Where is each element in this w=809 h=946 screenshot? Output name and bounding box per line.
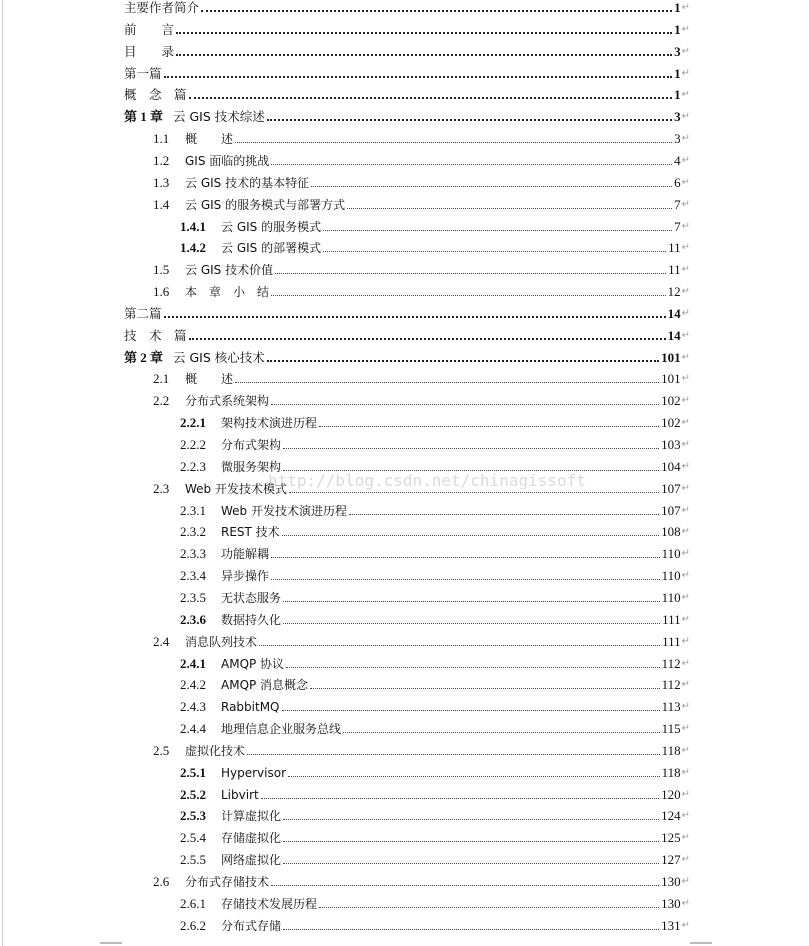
dot-leader xyxy=(319,426,659,427)
paragraph-mark-icon: ↵ xyxy=(681,832,690,844)
paragraph-mark-icon: ↵ xyxy=(681,766,690,778)
toc-entry[interactable] xyxy=(124,18,690,38)
toc-entry-page: 130 xyxy=(661,874,681,889)
paragraph-mark-icon: ↵ xyxy=(681,176,690,188)
toc-entry-title: 第一篇 xyxy=(124,65,162,81)
dot-leader xyxy=(283,601,660,602)
toc-entry-page: 118 xyxy=(661,742,681,758)
toc-entry-title: 云 GIS 技术的基本特征 xyxy=(185,175,310,190)
toc-entry[interactable] xyxy=(180,564,690,584)
toc-entry-title: RabbitMQ xyxy=(221,700,280,715)
dot-leader xyxy=(271,885,659,886)
toc-entry[interactable] xyxy=(180,826,690,846)
dot-leader xyxy=(261,798,659,799)
toc-entry-number: 2.2.2 xyxy=(180,437,206,452)
toc-entry-page: 1 xyxy=(674,21,681,37)
dot-leader xyxy=(319,907,659,908)
toc-entry[interactable] xyxy=(180,783,690,803)
toc-entry-number: 2.3.4 xyxy=(180,568,206,584)
paragraph-mark-icon: ↵ xyxy=(681,439,690,450)
toc-entry-number: 2.6.1 xyxy=(180,895,206,911)
toc-entry-title: 云 GIS 的服务模式 xyxy=(221,219,322,234)
paragraph-mark-icon: ↵ xyxy=(681,395,690,407)
toc-entry-number: 2.5 xyxy=(153,742,170,758)
toc-entry-number: 1.3 xyxy=(153,174,170,190)
toc-entry-title: 第二篇 xyxy=(124,305,162,321)
toc-entry[interactable] xyxy=(153,127,690,147)
toc-entry-number: 2.6 xyxy=(153,874,170,889)
toc-entry-number: 第 2 章 xyxy=(124,349,164,365)
toc-entry-page: 12 xyxy=(667,284,681,300)
dot-leader xyxy=(164,316,666,318)
toc-entry-number: 2.5.3 xyxy=(180,808,206,824)
dot-leader xyxy=(271,557,660,558)
toc-entry-page: 104 xyxy=(661,458,681,474)
paragraph-mark-icon: ↵ xyxy=(681,286,690,298)
toc-entry[interactable] xyxy=(180,215,690,235)
toc-entry-page: 115 xyxy=(661,721,681,737)
toc-entry-page: 110 xyxy=(661,546,681,562)
toc-entry[interactable] xyxy=(180,673,690,693)
toc-entry-title: 目 录 xyxy=(124,43,175,59)
dot-leader xyxy=(189,338,666,340)
toc-entry-title: 无状态服务 xyxy=(221,590,282,605)
toc-entry[interactable] xyxy=(180,848,690,868)
toc-entry-title: 网络虚拟化 xyxy=(221,853,282,868)
toc-entry-page: 112 xyxy=(661,655,681,671)
toc-entry-number: 2.2.1 xyxy=(180,415,206,431)
toc-entry-page: 7 xyxy=(674,196,681,212)
toc-entry-title: 概 念 篇 xyxy=(124,87,187,103)
toc-entry-title: 分布式存储 xyxy=(221,918,282,933)
dot-leader xyxy=(323,230,672,231)
toc-entry[interactable] xyxy=(124,0,690,16)
paragraph-mark-icon: ↵ xyxy=(681,373,690,385)
dot-leader xyxy=(235,382,659,383)
toc-entry-page: 14 xyxy=(667,327,681,343)
toc-entry-page: 108 xyxy=(661,524,681,540)
toc-entry-title: 云 GIS 的服务模式与部署方式 xyxy=(185,197,346,212)
toc-entry-page: 110 xyxy=(661,568,681,584)
dot-leader xyxy=(311,186,672,187)
toc-entry[interactable] xyxy=(180,608,690,628)
dot-leader xyxy=(347,208,672,209)
toc-entry[interactable] xyxy=(153,171,690,191)
paragraph-mark-icon: ↵ xyxy=(681,591,690,603)
toc-entry[interactable] xyxy=(124,324,690,344)
toc-entry-page: 120 xyxy=(661,786,681,802)
toc-entry-number: 2.4.2 xyxy=(180,677,206,693)
dot-leader xyxy=(349,514,659,515)
toc-entry-title: 异步操作 xyxy=(221,569,270,584)
toc-entry-title: 主要作者简介 xyxy=(124,0,200,15)
toc-entry-page: 1 xyxy=(674,0,681,15)
toc-entry-title: AMQP 消息概念 xyxy=(221,678,309,693)
toc-entry[interactable] xyxy=(180,411,690,431)
toc-entry-title: 概 述 xyxy=(185,372,234,387)
paragraph-mark-icon: ↵ xyxy=(681,89,690,101)
paragraph-mark-icon: ↵ xyxy=(681,526,690,538)
paragraph-mark-icon: ↵ xyxy=(681,723,690,735)
dot-leader xyxy=(283,863,659,864)
toc-entry-number: 2.4.1 xyxy=(180,655,206,671)
toc-entry[interactable] xyxy=(124,83,690,103)
toc-entry-page: 111 xyxy=(662,611,681,627)
toc-entry-page: 101 xyxy=(661,349,681,365)
toc-entry[interactable] xyxy=(153,149,690,169)
dot-leader xyxy=(283,929,659,930)
paragraph-mark-icon: ↵ xyxy=(681,570,690,582)
paragraph-mark-icon: ↵ xyxy=(681,810,690,822)
toc-entry[interactable] xyxy=(153,739,690,759)
toc-entry-page: 111 xyxy=(662,633,681,649)
dot-leader xyxy=(235,142,672,143)
dot-leader xyxy=(271,404,659,405)
toc-entry[interactable] xyxy=(180,586,690,606)
toc-entry[interactable] xyxy=(124,40,690,60)
dot-leader xyxy=(286,667,660,668)
paragraph-mark-icon: ↵ xyxy=(681,897,690,909)
dot-leader xyxy=(288,776,660,777)
toc-entry-page: 3 xyxy=(674,43,681,59)
toc-entry-number: 2.3.3 xyxy=(180,546,206,562)
toc-entry-title: AMQP 协议 xyxy=(221,656,285,671)
toc-entry-title: Web 开发技术模式 xyxy=(185,481,287,496)
toc-entry-number: 2.2 xyxy=(153,393,170,409)
dot-leader xyxy=(343,732,660,733)
toc-entry-number: 2.3.1 xyxy=(180,502,206,518)
toc-entry[interactable] xyxy=(153,870,690,890)
paragraph-mark-icon: ↵ xyxy=(681,482,690,494)
toc-entry-page: 107 xyxy=(661,480,681,496)
toc-entry-number: 1.5 xyxy=(153,262,170,278)
dot-leader xyxy=(283,623,660,624)
toc-entry[interactable] xyxy=(153,258,690,278)
toc-entry-number: 2.2.3 xyxy=(180,458,206,474)
toc-entry-title: GIS 面临的挑战 xyxy=(185,153,270,168)
toc-entry-page: 11 xyxy=(668,240,681,256)
paragraph-mark-icon: ↵ xyxy=(681,307,690,319)
toc-entry-page: 102 xyxy=(661,393,681,409)
paragraph-mark-icon: ↵ xyxy=(681,198,690,210)
toc-entry-title: 虚拟化技术 xyxy=(185,743,246,758)
toc-entry-page: 124 xyxy=(661,808,681,824)
toc-entry-title: 本 章 小 结 xyxy=(185,285,270,300)
paragraph-mark-icon: ↵ xyxy=(681,876,690,887)
dot-leader xyxy=(271,579,660,580)
dot-leader xyxy=(164,76,673,78)
toc-entry-number: 1.1 xyxy=(153,131,170,147)
toc-entry-title: Libvirt xyxy=(221,787,259,802)
paragraph-mark-icon: ↵ xyxy=(681,854,690,866)
toc-entry-page: 113 xyxy=(661,699,681,715)
toc-entry-page: 103 xyxy=(661,437,681,452)
toc-entry-title: 分布式架构 xyxy=(221,438,282,452)
toc-entry-page: 102 xyxy=(661,415,681,431)
toc-entry-title: 存储虚拟化 xyxy=(221,831,282,846)
toc-entry-page: 3 xyxy=(674,109,681,125)
paragraph-mark-icon: ↵ xyxy=(681,329,690,341)
page-left-edge xyxy=(2,0,3,946)
toc-entry[interactable] xyxy=(180,804,690,824)
toc-entry-number: 2.4.4 xyxy=(180,721,206,737)
toc-entry-number: 2.5.5 xyxy=(180,852,206,868)
toc-entry-title: 功能解耦 xyxy=(221,547,270,562)
dot-leader xyxy=(271,295,666,296)
paragraph-mark-icon: ↵ xyxy=(681,111,690,123)
toc-entry-number: 2.5.1 xyxy=(180,764,206,780)
toc-entry-title: 分布式系统架构 xyxy=(185,394,270,409)
toc-entry[interactable] xyxy=(180,520,690,540)
toc-entry-page: 11 xyxy=(668,262,681,278)
toc-entry[interactable] xyxy=(124,105,690,125)
toc-entry-title: 云 GIS 技术价值 xyxy=(185,263,274,278)
toc-entry-title: 技 术 篇 xyxy=(124,327,187,343)
toc-entry-page: 6 xyxy=(674,174,681,190)
paragraph-mark-icon: ↵ xyxy=(681,613,690,625)
toc-entry[interactable] xyxy=(180,717,690,737)
paragraph-mark-icon: ↵ xyxy=(681,635,690,647)
toc-entry-number: 1.2 xyxy=(153,152,170,168)
toc-entry-title: 计算虚拟化 xyxy=(221,809,282,824)
dot-leader xyxy=(267,119,672,121)
toc-entry-title: 架构技术演进历程 xyxy=(221,416,318,431)
paragraph-mark-icon: ↵ xyxy=(681,242,690,254)
toc-entry-number: 2.1 xyxy=(153,371,170,387)
toc-entry-number: 1.4.2 xyxy=(180,240,206,256)
paragraph-mark-icon: ↵ xyxy=(681,788,690,800)
toc-entry-title: 概 述 xyxy=(185,132,234,147)
paragraph-mark-icon: ↵ xyxy=(681,504,690,516)
paragraph-mark-icon: ↵ xyxy=(681,657,690,669)
toc-entry-page: 101 xyxy=(661,371,681,387)
watermark: http://blog.csdn.net/chinagissoft xyxy=(268,471,586,490)
dot-leader xyxy=(310,688,660,689)
toc-entry-page: 125 xyxy=(661,830,681,846)
toc-entry-page: 107 xyxy=(661,502,681,518)
paragraph-mark-icon: ↵ xyxy=(681,67,690,79)
toc-entry-page: 1 xyxy=(674,87,681,103)
toc-entry[interactable] xyxy=(180,695,690,715)
toc-entry[interactable] xyxy=(180,236,690,256)
toc-entry-title: 云 GIS 核心技术 xyxy=(173,349,265,365)
dot-leader xyxy=(289,492,659,493)
toc-entry[interactable] xyxy=(153,193,690,213)
paragraph-mark-icon: ↵ xyxy=(681,679,690,691)
toc-entry[interactable] xyxy=(180,499,690,519)
toc-entry-number: 2.5.2 xyxy=(180,786,206,802)
dot-leader xyxy=(323,251,666,252)
toc-entry[interactable] xyxy=(153,280,690,300)
toc-entry-page: 14 xyxy=(667,305,681,321)
dot-leader xyxy=(201,10,672,12)
page-corner-mark xyxy=(100,942,122,944)
toc-entry[interactable] xyxy=(153,389,690,409)
toc-entry[interactable] xyxy=(153,367,690,387)
dot-leader xyxy=(282,535,659,536)
toc-entry[interactable] xyxy=(180,892,690,912)
toc-entry-page: 131 xyxy=(661,917,681,933)
toc-entry[interactable] xyxy=(124,62,690,82)
paragraph-mark-icon: ↵ xyxy=(681,744,690,756)
dot-leader xyxy=(267,360,659,362)
paragraph-mark-icon: ↵ xyxy=(681,417,690,429)
toc-entry-page: 4 xyxy=(674,152,681,168)
toc-entry-number: 2.3.5 xyxy=(180,589,206,605)
toc-entry-number: 1.6 xyxy=(153,284,170,300)
toc-entry-number: 2.3.2 xyxy=(180,524,206,540)
toc-entry[interactable] xyxy=(180,542,690,562)
toc-entry-title: 消息队列技术 xyxy=(185,634,258,649)
toc-entry-page: 112 xyxy=(661,677,681,693)
toc-entry-page: 130 xyxy=(661,895,681,911)
paragraph-mark-icon: ↵ xyxy=(681,460,690,472)
dot-leader xyxy=(283,819,659,820)
toc-entry-title: REST 技术 xyxy=(221,525,280,540)
toc-entry[interactable] xyxy=(180,433,690,453)
toc-entry-page: 127 xyxy=(661,852,681,868)
paragraph-mark-icon: ↵ xyxy=(681,548,690,560)
toc-entry-title: 数据持久化 xyxy=(221,612,282,627)
toc-entry-number: 1.4.1 xyxy=(180,218,206,234)
paragraph-mark-icon: ↵ xyxy=(681,351,690,363)
toc-entry[interactable] xyxy=(153,630,690,650)
toc-entry-title: 云 GIS 的部署模式 xyxy=(221,241,322,256)
dot-leader xyxy=(275,273,666,274)
dot-leader xyxy=(247,754,660,755)
page-corner-mark xyxy=(690,942,712,944)
dot-leader xyxy=(271,164,672,165)
toc-entry-page: 3 xyxy=(674,131,681,147)
dot-leader xyxy=(189,97,673,99)
paragraph-mark-icon: ↵ xyxy=(681,45,690,57)
toc-entry[interactable] xyxy=(180,914,690,934)
paragraph-mark-icon: ↵ xyxy=(681,154,690,166)
dot-leader xyxy=(282,710,660,711)
toc-entry-page: 1 xyxy=(674,65,681,81)
toc-entry-number: 2.4.3 xyxy=(180,699,206,715)
paragraph-mark-icon: ↵ xyxy=(681,23,690,35)
dot-leader xyxy=(259,645,660,646)
toc-entry[interactable] xyxy=(124,346,690,366)
toc-entry-title: 云 GIS 技术综述 xyxy=(173,109,265,125)
paragraph-mark-icon: ↵ xyxy=(681,220,690,232)
toc-entry-number: 1.4 xyxy=(153,196,170,212)
paragraph-mark-icon: ↵ xyxy=(681,2,690,13)
toc-entry-title: 地理信息企业服务总线 xyxy=(221,722,342,737)
toc-entry-number: 2.6.2 xyxy=(180,917,206,933)
toc-entry-page: 110 xyxy=(661,589,681,605)
dot-leader xyxy=(283,841,659,842)
paragraph-mark-icon: ↵ xyxy=(681,701,690,713)
toc-entry-title: 前 言 xyxy=(124,21,175,37)
toc-entry-number: 2.3.6 xyxy=(180,611,206,627)
dot-leader xyxy=(283,448,659,449)
dot-leader xyxy=(176,54,672,56)
toc-entry-title: Web 开发技术演进历程 xyxy=(221,503,347,518)
paragraph-mark-icon: ↵ xyxy=(681,264,690,276)
toc-entry[interactable] xyxy=(180,652,690,672)
toc-entry-number: 2.5.4 xyxy=(180,830,206,846)
paragraph-mark-icon: ↵ xyxy=(681,133,690,145)
toc-entry-number: 2.4 xyxy=(153,633,170,649)
dot-leader xyxy=(176,32,672,34)
toc-entry-page: 118 xyxy=(661,764,681,780)
toc-entry-title: 存储技术发展历程 xyxy=(221,896,318,911)
toc-entry-number: 第 1 章 xyxy=(124,109,164,125)
toc-entry-title: 微服务架构 xyxy=(221,459,282,474)
paragraph-mark-icon: ↵ xyxy=(681,919,690,931)
toc-entry-title: Hypervisor xyxy=(221,765,287,780)
toc-entry[interactable] xyxy=(124,302,690,322)
toc-entry[interactable] xyxy=(180,761,690,781)
toc-entry-number: 2.3 xyxy=(153,480,170,496)
toc-entry-page: 7 xyxy=(674,218,681,234)
toc-entry-title: 分布式存储技术 xyxy=(185,875,270,889)
